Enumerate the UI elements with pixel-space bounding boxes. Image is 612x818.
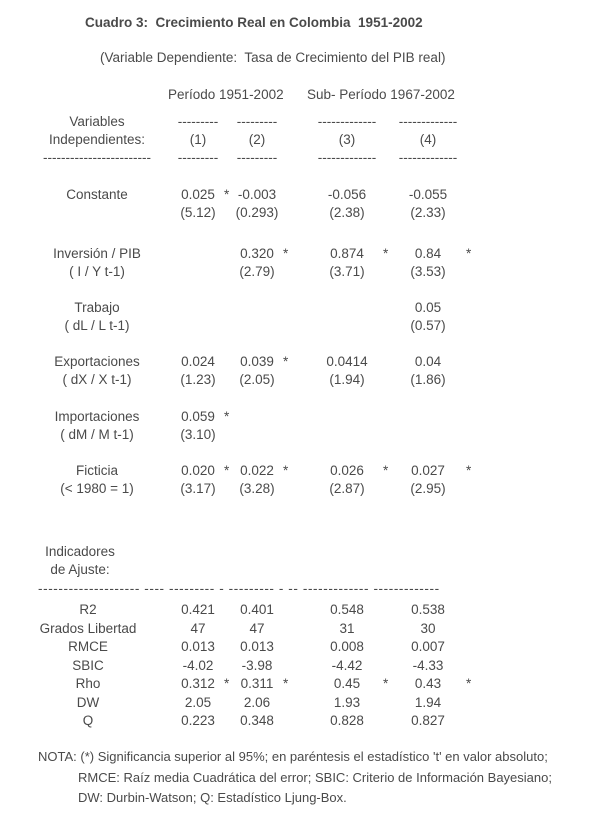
stat-cell: 0.43 (414, 676, 442, 691)
row-inversion-coefs (0, 245, 612, 263)
stat-cell: 1.94 (414, 695, 442, 710)
stat-cell: 30 (420, 621, 436, 636)
significance-star: * (383, 463, 389, 478)
tstat-cell: (3.53) (410, 264, 446, 279)
row-trabajo-coefs (0, 299, 612, 317)
tstat-cell: (5.12) (180, 205, 216, 220)
tstat-cell: (2.79) (239, 264, 275, 279)
significance-star: * (283, 463, 289, 478)
variables-label: Variables (69, 114, 125, 129)
row-constante-coefs (0, 186, 612, 204)
stat-cell: 0.538 (411, 602, 445, 617)
tstat-cell: (3.17) (180, 481, 216, 496)
significance-star: * (466, 246, 472, 261)
stat-cell: 0.013 (181, 639, 215, 654)
significance-star: * (224, 676, 230, 691)
significance-star: * (224, 409, 230, 424)
indicator-label: SBIC (72, 658, 104, 673)
row-ficticia-tstats (0, 480, 612, 498)
dash-rule: --------- (177, 150, 219, 165)
column-header-2: (2) (248, 132, 266, 147)
row-sublabel: ( dL / L t-1) (64, 318, 130, 333)
indicator-row-sbic (0, 657, 612, 675)
column-header-4: (4) (419, 132, 437, 147)
stat-cell: -4.02 (182, 658, 214, 673)
tstat-cell: (2.33) (410, 205, 446, 220)
stat-cell: 0.311 (240, 676, 274, 691)
stat-cell: -4.33 (412, 658, 444, 673)
significance-star: * (283, 246, 289, 261)
independientes-label: Independientes: (48, 132, 146, 147)
significance-star: * (224, 463, 230, 478)
coef-cell: 0.05 (414, 300, 442, 315)
row-label: Trabajo (74, 300, 120, 315)
tstat-cell: (2.87) (329, 481, 365, 496)
indicator-label: DW (76, 695, 100, 710)
row-exportaciones-coefs (0, 353, 612, 371)
dash-rule: ------------- (398, 114, 458, 129)
indicator-row-grados-libertad (0, 620, 612, 638)
tstat-cell: (2.05) (239, 372, 275, 387)
table-title: Cuadro 3: Crecimiento Real en Colombia 1951-2002 (85, 15, 423, 30)
footnote-line-1: NOTA: (*) Significancia superior al 95%; en paréntesis el estadístico 't' en valor absoluto; (38, 749, 548, 764)
stat-cell: 0.007 (411, 639, 445, 654)
footnote-line-3: DW: Durbin-Watson; Q: Estadístico Ljung-Box. (78, 790, 347, 805)
row-sublabel: (< 1980 = 1) (60, 481, 134, 496)
row-importaciones-tstats (0, 426, 612, 444)
dash-rule: -------------------- ---- --------- - --------- - -- ------------- ------------- (38, 581, 440, 596)
stat-cell: 0.013 (240, 639, 274, 654)
stat-cell: 0.45 (333, 676, 361, 691)
row-inversion-tstats (0, 263, 612, 281)
coef-cell: 0.027 (411, 463, 445, 478)
significance-star: * (283, 676, 289, 691)
indicator-label: RMCE (68, 639, 108, 654)
stat-cell: 47 (249, 621, 265, 636)
row-exportaciones-tstats (0, 371, 612, 389)
coef-cell: 0.0414 (326, 354, 368, 369)
indicator-row-r2 (0, 601, 612, 619)
tstat-cell: (0.57) (410, 318, 446, 333)
stat-cell: 0.548 (330, 602, 364, 617)
row-trabajo-tstats (0, 317, 612, 335)
coef-cell: -0.055 (408, 187, 448, 202)
indicator-label: Grados Libertad (39, 621, 137, 636)
coef-cell: 0.059 (181, 409, 215, 424)
significance-star: * (224, 187, 230, 202)
dash-rule: ------------- (398, 150, 458, 165)
coef-cell: -0.003 (237, 187, 277, 202)
row-label: Importaciones (54, 409, 140, 424)
stat-cell: 1.93 (333, 695, 361, 710)
row-constante-tstats (0, 204, 612, 222)
tstat-cell: (3.10) (180, 427, 216, 442)
coef-cell: 0.026 (330, 463, 364, 478)
tstat-cell: (2.95) (410, 481, 446, 496)
indicators-heading-2 (0, 561, 612, 579)
stat-cell: 0.828 (330, 713, 364, 728)
stat-cell: 47 (190, 621, 206, 636)
stat-cell: 31 (339, 621, 355, 636)
significance-star: * (383, 246, 389, 261)
row-ficticia-coefs (0, 462, 612, 480)
coef-cell: 0.039 (240, 354, 274, 369)
tstat-cell: (1.86) (410, 372, 446, 387)
row-sublabel: ( dM / M t-1) (60, 427, 134, 442)
indicators-heading-1 (0, 543, 612, 561)
stat-cell: -4.42 (331, 658, 363, 673)
tstat-cell: (1.23) (180, 372, 216, 387)
stat-cell: 0.348 (240, 713, 274, 728)
row-label: Constante (66, 187, 128, 202)
dash-rule: --------- (177, 114, 219, 129)
stat-cell: -3.98 (241, 658, 273, 673)
significance-star: * (466, 676, 472, 691)
indicators-separator-row (0, 580, 612, 598)
tstat-cell: (3.71) (329, 264, 365, 279)
coef-cell: 0.320 (240, 246, 274, 261)
stat-cell: 0.401 (240, 602, 274, 617)
coef-cell: 0.025 (181, 187, 215, 202)
stat-cell: 0.827 (411, 713, 445, 728)
period-header-row (0, 86, 612, 104)
row-importaciones-coefs (0, 408, 612, 426)
row-label: Exportaciones (54, 354, 140, 369)
dash-rule: ------------------------ (43, 150, 151, 165)
row-sublabel: ( I / Y t-1) (69, 264, 125, 279)
coef-cell: 0.022 (240, 463, 274, 478)
row-label: Ficticia (75, 463, 118, 478)
stat-cell: 2.06 (243, 695, 271, 710)
column-header-1: (1) (189, 132, 207, 147)
indicator-label: R2 (79, 602, 97, 617)
significance-star: * (283, 354, 289, 369)
tstat-cell: (2.38) (329, 205, 365, 220)
stat-cell: 2.05 (184, 695, 212, 710)
indicator-row-dw (0, 694, 612, 712)
stat-cell: 0.421 (181, 602, 215, 617)
indicators-heading-line2: de Ajuste: (50, 562, 110, 577)
table-subtitle: (Variable Dependiente: Tasa de Crecimiento del PIB real) (100, 50, 446, 65)
column-header-3: (3) (338, 132, 356, 147)
indicator-row-q (0, 712, 612, 730)
coef-cell: 0.024 (181, 354, 215, 369)
footnote-line-2: RMCE: Raíz media Cuadrática del error; SBIC: Criterio de Información Bayesiano; (78, 770, 552, 785)
indicator-label: Q (82, 713, 94, 728)
dash-rule: ------------- (317, 150, 377, 165)
period-header-1967-2002: Sub- Período 1967-2002 (307, 87, 455, 102)
dash-rule: ------------- (317, 114, 377, 129)
period-header-1951-2002: Período 1951-2002 (168, 87, 284, 102)
dash-rule: --------- (236, 150, 278, 165)
indicator-row-rmce (0, 638, 612, 656)
header-rule-row (0, 149, 612, 167)
coef-cell: 0.84 (414, 246, 442, 261)
stat-cell: 0.008 (330, 639, 364, 654)
stat-cell: 0.312 (181, 676, 215, 691)
tstat-cell: (3.28) (239, 481, 275, 496)
indicator-row-rho (0, 675, 612, 693)
coef-cell: 0.020 (181, 463, 215, 478)
significance-star: * (383, 676, 389, 691)
dash-rule: --------- (236, 114, 278, 129)
coef-cell: 0.874 (330, 246, 364, 261)
header-row-variables (0, 113, 612, 131)
tstat-cell: (1.94) (329, 372, 365, 387)
coef-cell: -0.056 (327, 187, 367, 202)
tstat-cell: (0.293) (235, 205, 279, 220)
stat-cell: 0.223 (181, 713, 215, 728)
row-label: Inversión / PIB (53, 246, 141, 261)
coef-cell: 0.04 (414, 354, 442, 369)
header-row-columns (0, 131, 612, 149)
indicator-label: Rho (75, 676, 101, 691)
indicators-heading-line1: Indicadores (45, 544, 115, 559)
significance-star: * (466, 463, 472, 478)
row-sublabel: ( dX / X t-1) (62, 372, 132, 387)
